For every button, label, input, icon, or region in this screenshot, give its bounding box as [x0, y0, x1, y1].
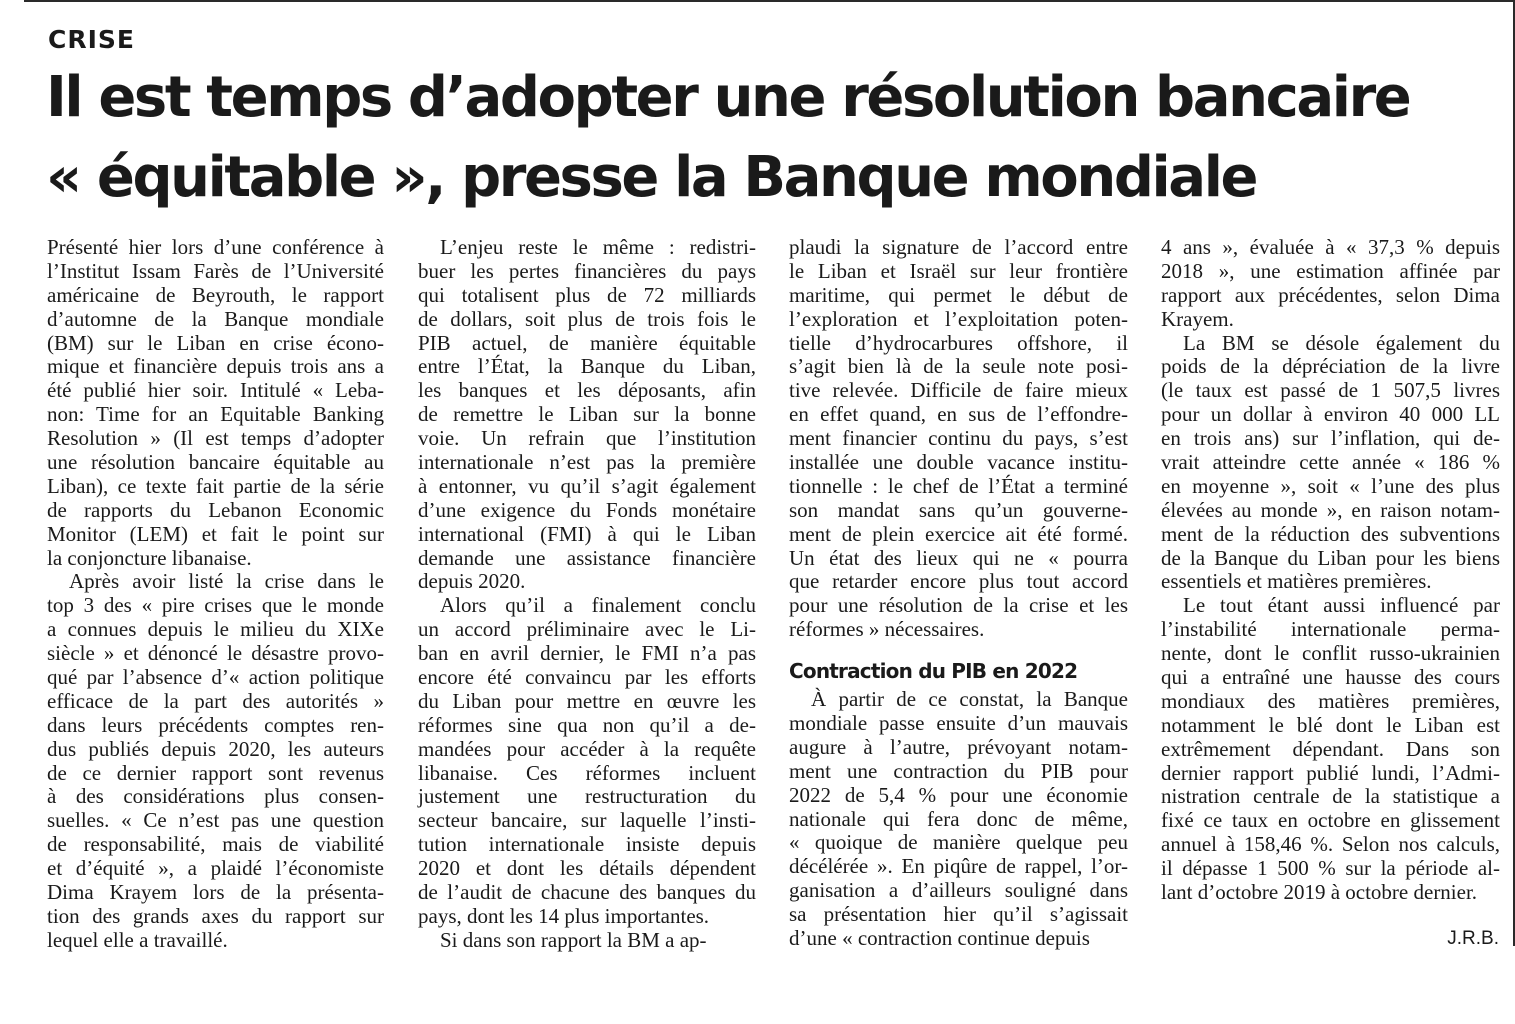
- text-line: encore été convaincu par les efforts: [418, 665, 756, 690]
- text-line: en trois ans) sur l’inflation, qui de-: [1161, 426, 1500, 451]
- text-line: il dépasse 1 500 % sur la période al-: [1161, 856, 1500, 881]
- text-line: en moyenne », soit « l’une des plus: [1161, 473, 1500, 498]
- text-line: tution internationale insiste depuis: [418, 832, 756, 857]
- text-line: 2020 et dont les détails dépendent: [418, 856, 756, 881]
- text-line: efficace de la part des autorités »: [47, 688, 384, 713]
- text-line: sa présentation hier qu’il s’agissait: [789, 902, 1128, 927]
- text-line: secteur bancaire, sur laquelle l’insti-: [418, 808, 756, 833]
- article-headline: [46, 58, 1506, 218]
- text-line: mondiaux des matières premières,: [1161, 688, 1500, 713]
- text-line: dus publiés depuis 2020, les auteurs: [47, 736, 384, 761]
- top-rule: [24, 0, 1515, 2]
- text-line: que retarder encore plus tout accord: [789, 569, 1128, 594]
- text-line: international (FMI) à qui le Liban: [418, 521, 756, 546]
- text-line: top 3 des « pire crises que le monde: [47, 593, 384, 618]
- text-line: qué par l’absence d’« action politique: [47, 665, 384, 690]
- text-line: augure à l’autre, prévoyant notam-: [789, 734, 1128, 759]
- text-line: Un état des lieux qui ne « pourra: [789, 545, 1128, 570]
- text-line: américaine de Beyrouth, le rapport: [47, 282, 384, 307]
- text-line: les banques et les déposants, afin: [418, 378, 756, 403]
- text-line: Présenté hier lors d’une conférence à: [47, 235, 384, 259]
- text-line: maritime, qui permet le début de: [789, 282, 1128, 307]
- text-line: 2022 de 5,4 % pour une économie: [789, 782, 1128, 807]
- text-line: Alors qu’il a finalement conclu: [440, 593, 756, 618]
- text-line: de dollars, soit plus de trois fois le: [418, 306, 756, 331]
- text-line: extrêmement dépendant. Dans son: [1161, 736, 1500, 761]
- headline-line-1: Il est temps d’adopter une résolution bancaire: [46, 65, 1410, 130]
- text-line: a connues depuis le milieu du XIXe: [47, 617, 384, 642]
- text-line: annuel à 158,46 %. Selon nos calculs,: [1161, 832, 1500, 857]
- text-line: ment de plein exercice ait été formé.: [789, 521, 1128, 546]
- text-line: 4 ans », évaluée à « 37,3 % depuis: [1161, 235, 1500, 259]
- text-line: ment de la réduction des subventions: [1161, 521, 1500, 546]
- text-line: l’Institut Issam Farès de l’Université: [47, 258, 384, 283]
- text-line: Le tout étant aussi influencé par: [1183, 593, 1500, 618]
- text-line: nationale qui fera donc de même,: [789, 806, 1128, 831]
- text-line: pays, dont les 14 plus importantes.: [418, 903, 710, 928]
- text-line: voie. Un refrain que l’institution: [418, 426, 756, 451]
- text-line: demande une assistance financière: [418, 545, 756, 570]
- text-line: fixé ce taux en octobre en glissement: [1161, 808, 1500, 833]
- text-line: Monitor (LEM) et fait le point sur: [47, 521, 384, 546]
- rubric-label: CRISE: [48, 25, 135, 54]
- text-line: ment une contraction du PIB pour: [789, 758, 1128, 783]
- text-line: La BM se désole également du: [1183, 330, 1500, 355]
- article-column-3: [789, 236, 1128, 951]
- text-line: vrait atteindre cette année « 186 %: [1161, 450, 1500, 475]
- text-line: ganisation a d’ailleurs souligné dans: [789, 878, 1128, 903]
- text-line: l’exploration et l’exploitation poten-: [789, 306, 1128, 331]
- text-line: L’enjeu reste le même : redistri-: [440, 235, 756, 259]
- text-line: nente, dont le conflit russo-ukrainien: [1161, 641, 1500, 666]
- text-line: d’une exigence du Fonds monétaire: [418, 497, 756, 522]
- text-line: internationale n’est pas la première: [418, 450, 756, 475]
- text-line: depuis 2020.: [418, 569, 526, 594]
- text-line: à entonner, vu qu’il s’agit également: [418, 473, 756, 498]
- text-line: Krayem.: [1161, 306, 1234, 331]
- text-line: qui totalisent plus de 72 milliards: [418, 282, 756, 307]
- text-line: mique et financière depuis trois ans a: [47, 354, 384, 379]
- text-line: mandées pour accéder à la requête: [418, 736, 756, 761]
- text-line: d’une « contraction continue depuis: [789, 926, 1090, 951]
- text-line: tielle d’hydrocarbures offshore, il: [789, 330, 1128, 355]
- text-line: Après avoir listé la crise dans le: [69, 569, 384, 594]
- text-line: de la Banque du Liban pour les biens: [1161, 545, 1500, 570]
- text-line: Resolution » (Il est temps d’adopter: [47, 426, 384, 451]
- text-line: à des considérations plus consen-: [47, 784, 384, 809]
- text-line: libanaise. Ces réformes incluent: [418, 760, 756, 785]
- text-line: de remettre le Liban sur la bonne: [418, 402, 756, 427]
- text-line: PIB actuel, de manière équitable: [418, 330, 756, 355]
- text-line: réformes » nécessaires.: [789, 617, 985, 642]
- text-line: le Liban et Israël sur leur frontière: [789, 258, 1128, 283]
- text-line: et d’équité », a plaidé l’économiste: [47, 856, 384, 881]
- text-line: justement une restructuration du: [418, 784, 756, 809]
- text-line: Si dans son rapport la BM a ap-: [440, 927, 707, 952]
- text-line: (le taux est passé de 1 507,5 livres: [1161, 378, 1500, 403]
- text-line: ban en avril dernier, le FMI n’a pas: [418, 641, 756, 666]
- text-line: siècle » et dénoncé le désastre provo-: [47, 641, 384, 666]
- text-line: « quoique de manière quelque peu: [789, 830, 1128, 855]
- text-line: poids de la dépréciation de la livre: [1161, 354, 1500, 379]
- text-line: de ce dernier rapport sont revenus: [47, 760, 384, 785]
- text-line: mondiale passe ensuite d’un mauvais: [789, 711, 1128, 736]
- text-line: plaudi la signature de l’accord entre: [789, 235, 1128, 259]
- text-line: été publié hier soir. Intitulé « Leba-: [47, 378, 384, 403]
- text-line: À partir de ce constat, la Banque: [811, 687, 1128, 712]
- text-line: dernier rapport publié lundi, l’Admi-: [1161, 760, 1500, 785]
- text-line: son mandat sans qu’un gouverne-: [789, 497, 1128, 522]
- text-line: non: Time for an Equitable Banking: [47, 402, 384, 427]
- text-line: pour un dollar à environ 40 000 LL: [1161, 402, 1500, 427]
- text-line: tionnelle : le chef de l’État a terminé: [789, 473, 1128, 498]
- text-line: tion des grands axes du rapport sur: [47, 903, 384, 928]
- section-subheading: Contraction du PIB en 2022: [789, 659, 1078, 684]
- text-line: suelles. « Ce n’est pas une question: [47, 808, 384, 833]
- headline-line-2: « équitable », presse la Banque mondiale: [46, 145, 1257, 210]
- text-line: l’instabilité internationale perma-: [1161, 617, 1500, 642]
- text-line: lant d’octobre 2019 à octobre dernier.: [1161, 880, 1478, 905]
- text-line: nistration centrale de la statistique a: [1161, 784, 1500, 809]
- text-line: Dima Krayem lors de la présenta-: [47, 880, 384, 905]
- text-line: réformes sine qua non qu’il a de-: [418, 712, 756, 737]
- text-line: un accord préliminaire avec le Li-: [418, 617, 756, 642]
- text-line: essentiels et matières premières.: [1161, 569, 1432, 594]
- text-line: (BM) sur le Liban en crise écono-: [47, 330, 384, 355]
- text-line: pour une résolution de la crise et les: [789, 593, 1128, 618]
- text-line: notamment le blé dont le Liban est: [1161, 712, 1500, 737]
- text-line: s’agit bien là de la seule note posi-: [789, 354, 1128, 379]
- text-line: la conjoncture libanaise.: [47, 545, 252, 570]
- text-line: entre l’État, la Banque du Liban,: [418, 354, 756, 379]
- article-column-2: [418, 236, 756, 953]
- text-line: une résolution bancaire équitable au: [47, 450, 384, 475]
- text-line: dans leurs précédents comptes ren-: [47, 712, 384, 737]
- text-line: de rapports du Lebanon Economic: [47, 497, 384, 522]
- text-line: du Liban pour mettre en œuvre les: [418, 688, 756, 713]
- text-line: ment financier continu du pays, s’est: [789, 426, 1128, 451]
- text-line: de l’audit de chacune des banques du: [418, 880, 756, 905]
- text-line: qui a entraîné une hausse des cours: [1161, 665, 1500, 690]
- text-line: 2018 », une estimation affinée par: [1161, 258, 1500, 283]
- text-line: en effet quand, en sus de l’effondre-: [789, 402, 1128, 427]
- text-line: de responsabilité, mais de viabilité: [47, 832, 384, 857]
- text-line: tive relevée. Difficile de faire mieux: [789, 378, 1128, 403]
- text-line: installée une double vacance institu-: [789, 450, 1128, 475]
- article-column-1: [47, 236, 384, 953]
- text-line: décélérée ». En piqûre de rappel, l’or-: [789, 854, 1128, 879]
- article-column-4: [1161, 236, 1500, 905]
- text-line: Liban), ce texte fait partie de la série: [47, 473, 384, 498]
- author-signature: J.R.B.: [1447, 928, 1499, 949]
- text-line: lequel elle a travaillé.: [47, 927, 228, 952]
- text-line: d’automne de la Banque mondiale: [47, 306, 384, 331]
- text-line: buer les pertes financières du pays: [418, 258, 756, 283]
- text-line: élevées au monde », en raison notam-: [1161, 497, 1500, 522]
- text-line: rapport aux précédentes, selon Dima: [1161, 282, 1500, 307]
